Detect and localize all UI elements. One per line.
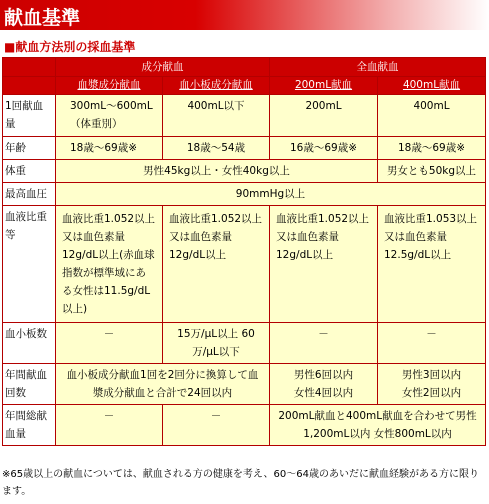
table-cell: －	[56, 405, 163, 446]
table-row	[3, 405, 486, 446]
table-cell: 18歳～69歳※	[378, 137, 486, 160]
table-row	[3, 95, 486, 137]
row-label-pressure: 最高血圧	[3, 183, 56, 206]
header-whole-blood-donation: 全血献血	[270, 58, 486, 77]
header-400ml: 400mL献血	[378, 77, 486, 95]
table-row	[3, 160, 486, 183]
table-row	[3, 206, 486, 323]
row-label-volume: 1回献血量	[3, 95, 56, 137]
table-cell: 血液比重1.052以上又は血色素量12g/dL以上	[270, 206, 378, 323]
table-cell: 血液比重1.053以上又は血色素量12.5g/dL以上	[378, 206, 486, 323]
table-cell: 男性3回以内 女性2回以内	[378, 364, 486, 405]
table-cell: 男性45kg以上・女性40kg以上	[56, 160, 378, 183]
table-cell: 16歳～69歳※	[270, 137, 378, 160]
table-cell: 400mL以下	[163, 95, 270, 137]
row-label-age: 年齢	[3, 137, 56, 160]
header-platelet: 血小板成分献血	[163, 77, 270, 95]
page-title: 献血基準	[0, 0, 489, 30]
table-cell: 男女とも50kg以上	[378, 160, 486, 183]
table-row	[3, 137, 486, 160]
table-row	[3, 183, 486, 206]
table-cell: 200mL献血と400mL献血を合わせて男性1,200mL以内 女性800mL以内	[270, 405, 486, 446]
table-cell: 18歳～69歳※	[56, 137, 163, 160]
table-cell: 血液比重1.052以上又は血色素量12g/dL以上(赤血球指数が標準域にある女性は11.5g/dL以上)	[56, 206, 163, 323]
table-cell: 血小板成分献血1回を2回分に換算して血漿成分献血と合計で24回以内	[56, 364, 270, 405]
table-cell: －	[56, 323, 163, 364]
table-cell: 400mL	[378, 95, 486, 137]
table-cell: 18歳～54歳	[163, 137, 270, 160]
table-cell: 15万/μL以上 60万/μL以下	[163, 323, 270, 364]
header-200ml: 200mL献血	[270, 77, 378, 95]
footnote: ※65歳以上の献血については、献血される方の健康を考え、60～64歳のあいだに献血経験がある方に限ります。	[2, 469, 479, 497]
table-row	[3, 364, 486, 405]
table-cell: 90mmHg以上	[56, 183, 486, 206]
table-cell: 300mL～600mL（体重別）	[56, 95, 163, 137]
table-cell: 男性6回以内 女性4回以内	[270, 364, 378, 405]
corner-cell	[3, 58, 56, 77]
table-cell: －	[270, 323, 378, 364]
row-label-annual-total: 年間総献血量	[3, 405, 56, 446]
table-row	[3, 323, 486, 364]
table-cell: －	[378, 323, 486, 364]
donation-criteria-table	[2, 57, 486, 446]
table-cell: 血液比重1.052以上又は血色素量12g/dL以上	[163, 206, 270, 323]
row-label-weight: 体重	[3, 160, 56, 183]
row-label-gravity: 血液比重等	[3, 206, 56, 323]
corner-cell	[3, 77, 56, 95]
section-subtitle: ■献血方法別の採血基準	[4, 40, 136, 54]
table-row	[3, 77, 486, 95]
table-cell: －	[163, 405, 270, 446]
table-row	[3, 58, 486, 77]
row-label-platelet: 血小板数	[3, 323, 56, 364]
header-plasma: 血漿成分献血	[56, 77, 163, 95]
table-cell: 200mL	[270, 95, 378, 137]
header-component-donation: 成分献血	[56, 58, 270, 77]
row-label-annual-count: 年間献血回数	[3, 364, 56, 405]
